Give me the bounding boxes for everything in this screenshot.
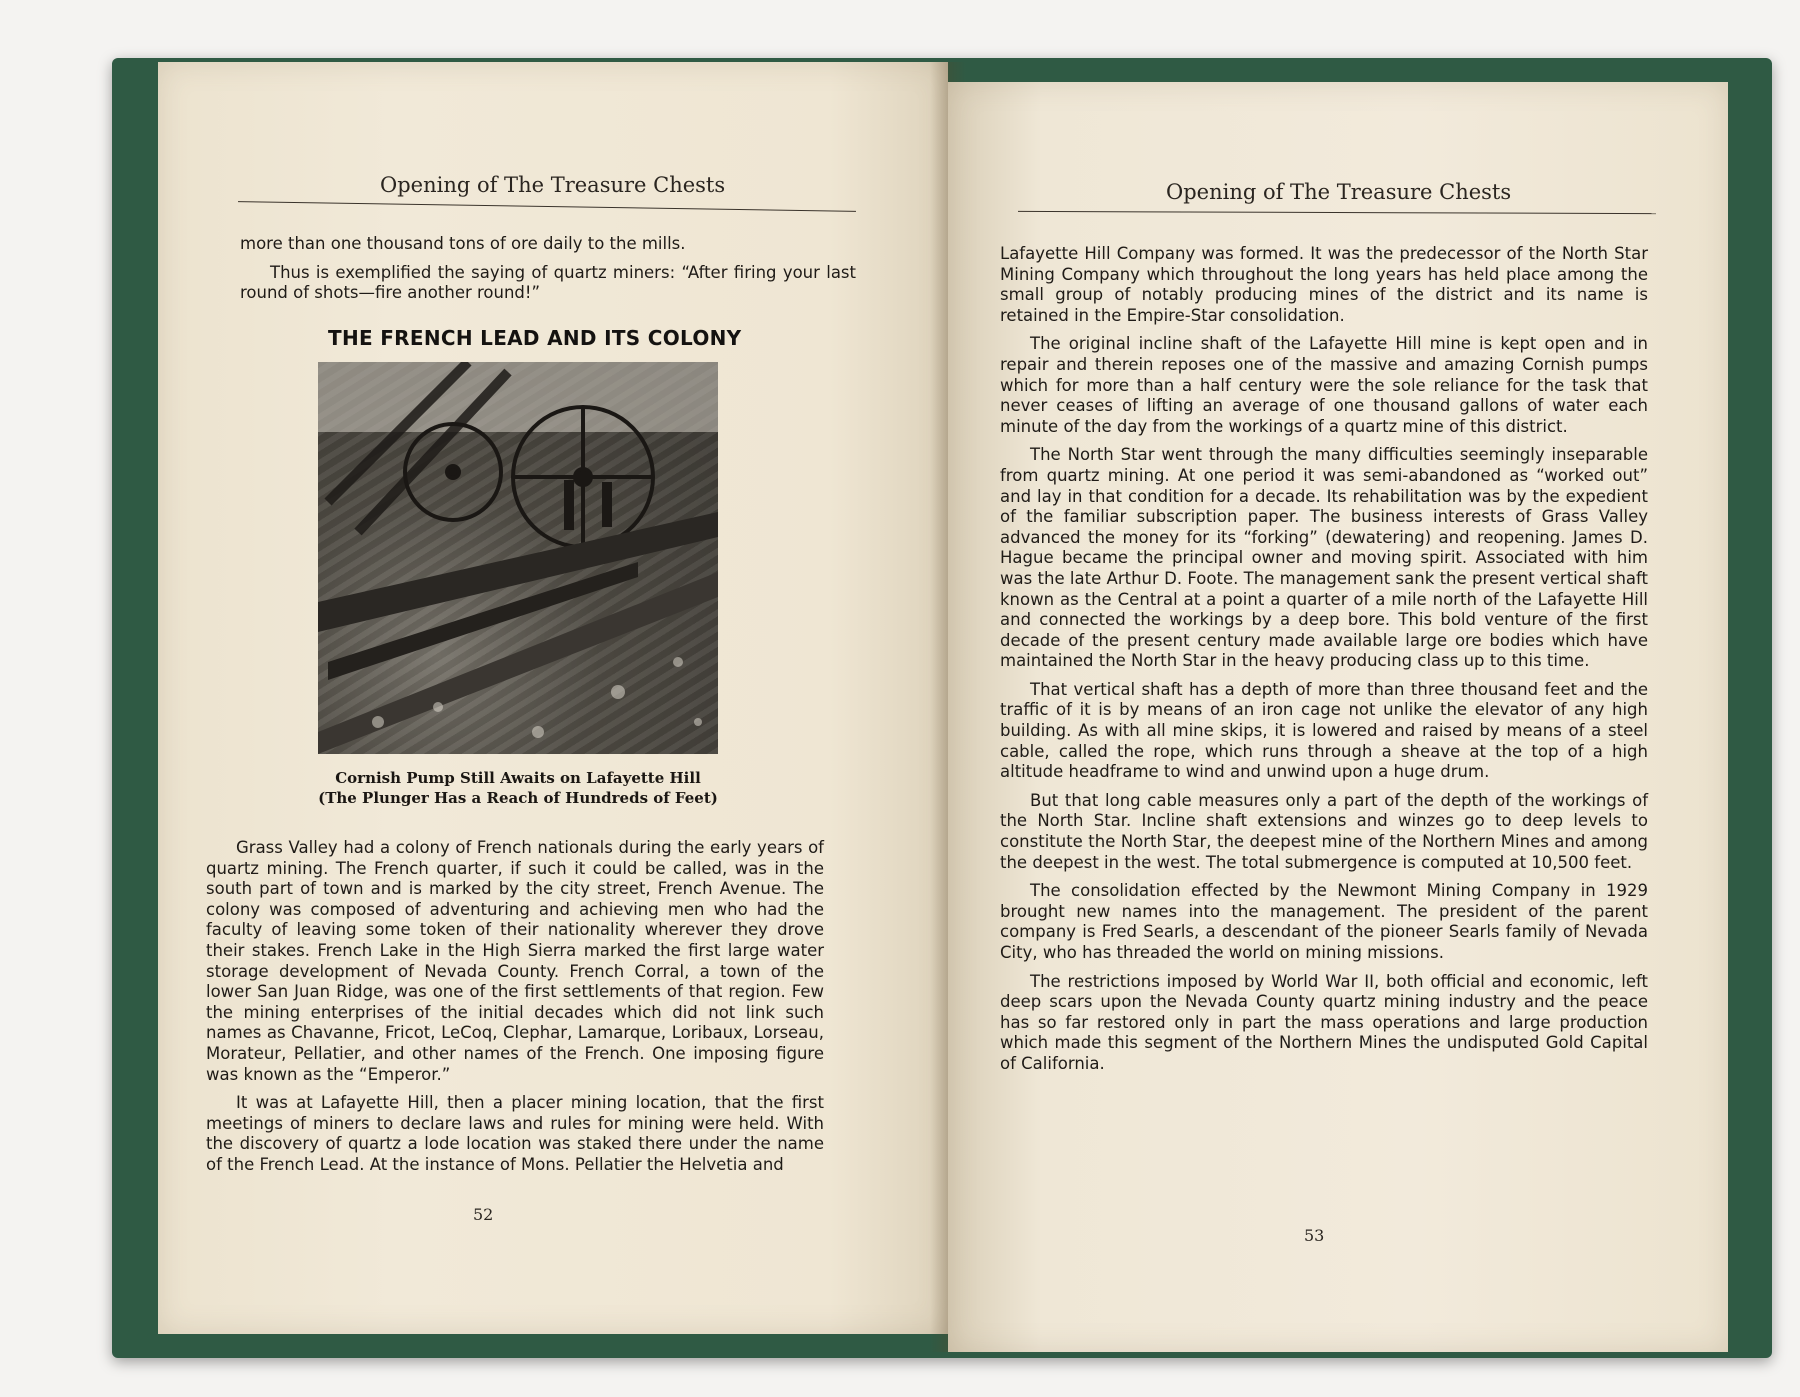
cable-depth-paragraph: But that long cable measures only a part of the depth of the workings of the North Star. Incline shaft extensions and winzes go to deep levels to constitute the North Star, the deepest mine of the Northern Mines and among the deepest in the west. The total submergence is computed at 10,500 feet. [1000, 790, 1648, 872]
world-war-paragraph: The restrictions imposed by World War II, both official and economic, left deep scars upon the Nevada County quartz mining industry and the peace has so far restored only in part the mass operations and large production which made this segment of the Northern Mines the undisputed Gold Capital of California. [1000, 971, 1648, 1073]
lafayette-hill-paragraph: It was at Lafayette Hill, then a placer mining location, that the first meetings of miners to declare laws and rules for mining were held. With the discovery of quartz a lode location was staked there under the name of the French Lead. At the instance of Mons. Pellatier the Helvetia and [206, 1093, 824, 1174]
left-body-text [206, 838, 824, 1184]
left-page-number: 52 [473, 1205, 494, 1224]
right-running-head: Opening of The Treasure Chests [1166, 180, 1512, 204]
continuation-paragraph: more than one thousand tons of ore daily to the mills. [240, 234, 686, 253]
caption-line-1: Cornish Pump Still Awaits on Lafayette Hill [335, 769, 701, 787]
company-formed-paragraph: Lafayette Hill Company was formed. It was the predecessor of the North Star Mining Company which throughout the long years has held place among the small group of notably producing mines of the district and its name is retained in the Empire-Star consolidation. [1000, 244, 1648, 325]
right-body-text [1000, 244, 1648, 1083]
north-star-paragraph: The North Star went through the many difficulties seemingly inseparable from quartz mining. At one period it was semi-abandoned as “worked out” and lay in that condition for a decade. Its rehabilitation was by the expedient of the familiar subscription paper. The business interests of Grass Valley advanced the money for its “forking” (dewatering) and reopening. James D. Hague became the principal owner and moving spirit. Associated with him was the late Arthur D. Foote. The management sank the present vertical shaft known as the Central at a point a quarter of a mile north of the Lafayette Hill and connected the workings by a deep bore. This bold venture of the first decade of the present century made available large ore bodies which have maintained the North Star in the heavy producing class up to this time. [1000, 445, 1648, 671]
french-colony-paragraph: Grass Valley had a colony of French nationals during the early years of quartz mining. The French quarter, if such it could be called, was in the south part of town and is marked by the city street, French Avenue. The colony was composed of adventuring and achieving men who had the faculty of leaving some token of their nationality wherever they drove their stakes. French Lake in the High Sierra marked the first large water storage development of Nevada County. French Corral, a town of the lower San Juan Ridge, was one of the first settlements of that region. Few the mining enterprises of the initial decades which did not link such names as Chavanne, Fricot, LeCoq, Clephar, Lamarque, Loribaux, Lorseau, Morateur, Pellatier, and other names of the French. One imposing figure was known as the “Emperor.” [206, 838, 824, 1084]
vertical-shaft-paragraph: That vertical shaft has a depth of more than three thousand feet and the traffic of it is by means of an iron cage not unlike the elevator of any high building. As with all mine skips, it is lowered and raised by means of a steel cable, called the rope, which runs through a sheave at the top of a high altitude headframe to wind and unwind upon a huge drum. [1000, 679, 1648, 782]
cornish-pump-photo [318, 362, 718, 754]
left-running-head: Opening of The Treasure Chests [380, 173, 726, 197]
left-top-text [240, 234, 856, 312]
photo-caption [318, 768, 718, 808]
photo-illustration [318, 362, 718, 754]
right-page-number: 53 [1304, 1226, 1325, 1245]
caption-line-2: (The Plunger Has a Reach of Hundreds of Feet) [318, 789, 718, 807]
quote-paragraph: Thus is exemplified the saying of quartz miners: “After firing your last round of shots—fire another round!” [240, 262, 856, 303]
incline-shaft-paragraph: The original incline shaft of the Lafayette Hill mine is kept open and in repair and therein reposes one of the massive and amazing Cornish pumps which for more than a half century were the sole reliance for the task that never ceases of lifting an average of one thousand gallons of water each minute of the day from the workings of a quartz mine of this district. [1000, 334, 1648, 436]
section-title: THE FRENCH LEAD AND ITS COLONY [328, 326, 742, 350]
consolidation-paragraph: The consolidation effected by the Newmont Mining Company in 1929 brought new names into the management. The president of the parent company is Fred Searls, a descendant of the pioneer Searls family of Nevada City, who has threaded the world on mining missions. [1000, 881, 1648, 962]
